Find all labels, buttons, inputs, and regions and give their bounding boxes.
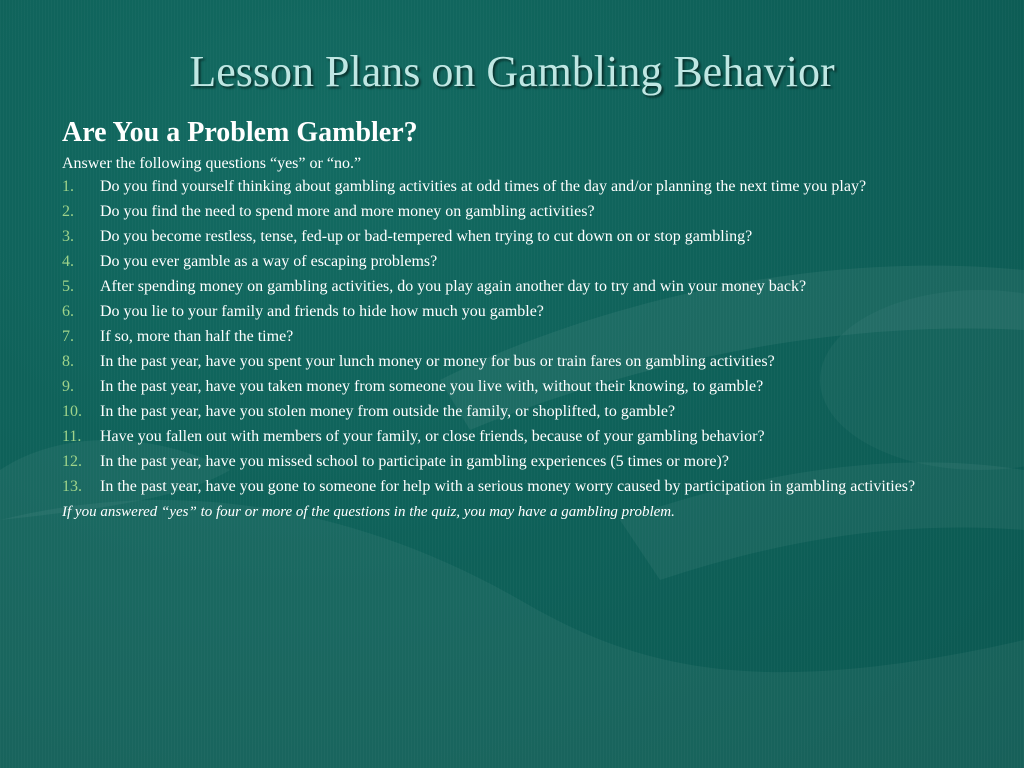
question-text: After spending money on gambling activities, do you play again another day to try and win your money back? <box>100 278 807 295</box>
conclusion-text: If you answered “yes” to four or more of the questions in the quiz, you may have a gambling problem. <box>62 504 675 520</box>
question-number: 12. <box>62 453 82 470</box>
question-text: Do you ever gamble as a way of escaping problems? <box>100 253 438 270</box>
question-item <box>62 403 962 420</box>
question-text: If so, more than half the time? <box>100 328 294 345</box>
question-number: 13. <box>62 478 82 495</box>
question-item <box>62 228 962 245</box>
question-text: Do you find yourself thinking about gambling activities at odd times of the day and/or planning the next time you play? <box>100 178 867 195</box>
slide-subtitle: Are You a Problem Gambler? <box>62 117 418 148</box>
question-text: In the past year, have you taken money from someone you live with, without their knowing, to gamble? <box>100 378 764 395</box>
question-item <box>62 478 962 495</box>
question-text: In the past year, have you gone to someone for help with a serious money worry caused by participation in gambling activities? <box>100 478 916 495</box>
question-item <box>62 328 962 345</box>
question-number: 9. <box>62 378 74 395</box>
question-text: Have you fallen out with members of your family, or close friends, because of your gambling behavior? <box>100 428 765 445</box>
question-number: 7. <box>62 328 74 345</box>
question-text: Do you find the need to spend more and more money on gambling activities? <box>100 203 595 220</box>
question-item <box>62 203 962 220</box>
intro-text: Answer the following questions “yes” or “no.” <box>62 155 362 172</box>
question-item <box>62 253 962 270</box>
question-text: Do you lie to your family and friends to hide how much you gamble? <box>100 303 544 320</box>
question-item <box>62 303 962 320</box>
question-number: 8. <box>62 353 74 370</box>
question-number: 2. <box>62 203 74 220</box>
question-list <box>62 178 962 495</box>
question-item <box>62 378 962 395</box>
question-text: In the past year, have you missed school to participate in gambling experiences (5 times or more)? <box>100 453 729 470</box>
question-number: 3. <box>62 228 74 245</box>
question-item <box>62 278 962 295</box>
question-item <box>62 178 962 195</box>
question-text: In the past year, have you stolen money from outside the family, or shoplifted, to gamble? <box>100 403 676 420</box>
question-item <box>62 453 962 470</box>
question-number: 4. <box>62 253 74 270</box>
question-number: 11. <box>62 428 82 445</box>
question-text: Do you become restless, tense, fed-up or bad-tempered when trying to cut down on or stop gambling? <box>100 228 753 245</box>
question-text: In the past year, have you spent your lunch money or money for bus or train fares on gambling activities? <box>100 353 775 370</box>
question-number: 10. <box>62 403 82 420</box>
question-number: 6. <box>62 303 74 320</box>
question-number: 1. <box>62 178 74 195</box>
slide-content <box>62 116 962 521</box>
slide-title: Lesson Plans on Gambling Behavior <box>189 47 835 96</box>
background-swoosh-large <box>0 500 1024 768</box>
question-item <box>62 428 962 445</box>
question-item <box>62 353 962 370</box>
question-number: 5. <box>62 278 74 295</box>
